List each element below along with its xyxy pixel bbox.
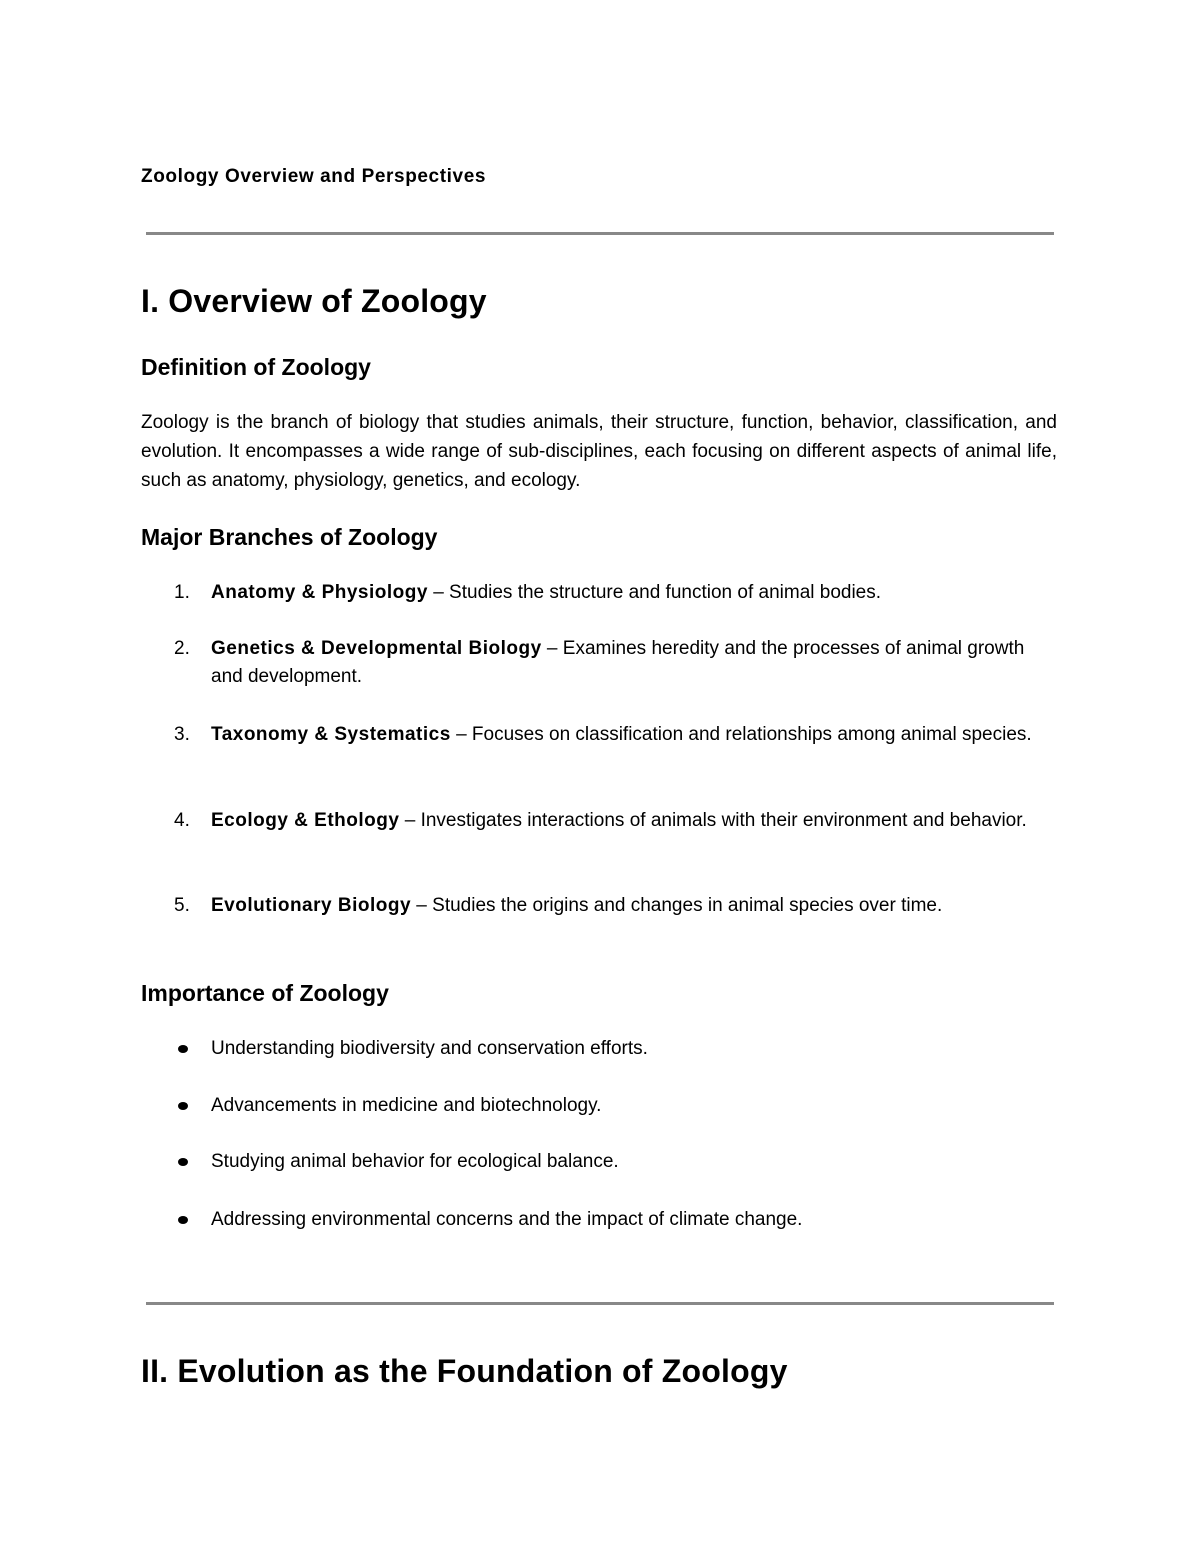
subheading-major-branches: Major Branches of Zoology	[141, 524, 438, 550]
branch-term: Taxonomy & Systematics	[211, 724, 451, 745]
list-number: 1.	[174, 582, 190, 603]
list-item-text	[211, 807, 1057, 835]
list-item-text: Addressing environmental concerns and the impact of climate change.	[211, 1209, 803, 1230]
branch-term: Anatomy & Physiology	[211, 582, 428, 603]
list-item-text	[211, 579, 1057, 607]
branch-term: Genetics & Developmental Biology	[211, 638, 542, 659]
bullet-icon	[178, 1158, 188, 1166]
bullet-icon	[178, 1045, 188, 1053]
branch-description: – Studies the structure and function of animal bodies.	[427, 582, 882, 603]
list-item-text	[211, 721, 1057, 749]
branch-term: Ecology & Ethology	[211, 810, 400, 831]
section-heading-evolution: II. Evolution as the Foundation of Zoology	[141, 1353, 788, 1389]
branch-description: – Studies the origins and changes in animal species over time.	[411, 895, 943, 916]
list-item-text: Understanding biodiversity and conservation efforts.	[211, 1038, 648, 1059]
branch-description: – Investigates interactions of animals with their environment and behavior.	[399, 810, 1027, 831]
list-number: 5.	[174, 895, 190, 916]
definition-paragraph: Zoology is the branch of biology that studies animals, their structure, function, behavior, classification, and evolution. It encompasses a wide range of sub-disciplines, each focusing on different aspects of animal life, such as anatomy, physiology, genetics, and ecology.	[141, 412, 1057, 491]
bullet-icon	[178, 1216, 188, 1224]
bullet-icon	[178, 1102, 188, 1110]
list-item-text	[211, 892, 1057, 920]
horizontal-rule	[146, 1302, 1054, 1305]
document-title: Zoology Overview and Perspectives	[141, 166, 487, 187]
list-number: 3.	[174, 724, 190, 745]
horizontal-rule	[146, 232, 1054, 235]
list-number: 4.	[174, 810, 190, 831]
list-item-text	[211, 635, 1057, 691]
list-number: 2.	[174, 638, 190, 659]
list-item-text: Studying animal behavior for ecological balance.	[211, 1151, 619, 1172]
list-item-text: Advancements in medicine and biotechnology.	[211, 1095, 602, 1116]
branch-term: Evolutionary Biology	[211, 895, 412, 916]
subheading-definition: Definition of Zoology	[141, 354, 371, 380]
subheading-importance: Importance of Zoology	[141, 980, 389, 1006]
branch-description: – Focuses on classification and relationships among animal species.	[450, 724, 1032, 745]
branch-description: – Examines heredity and the processes of animal growth and development.	[211, 638, 1025, 687]
section-heading-overview: I. Overview of Zoology	[141, 283, 487, 319]
